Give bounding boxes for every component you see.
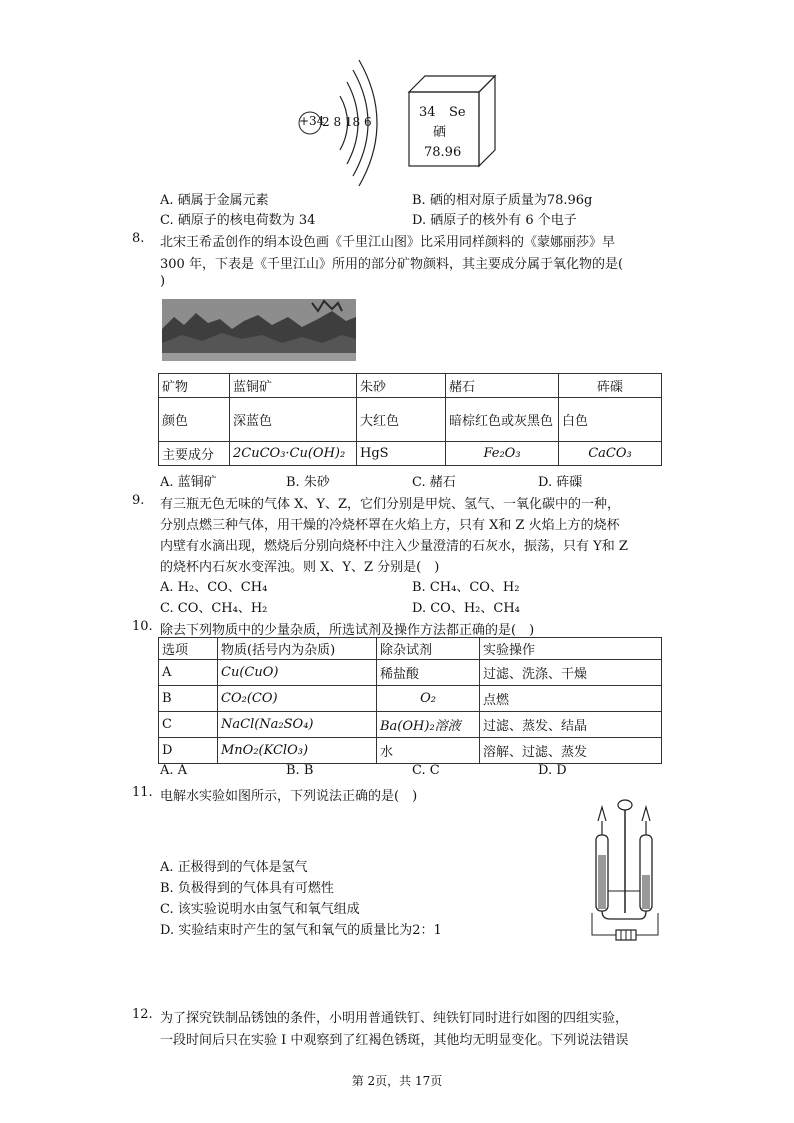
table-cell: 大红色	[357, 398, 446, 442]
table-cell: B	[159, 686, 218, 712]
q8-stem-line: 北宋王希孟创作的绢本设色画《千里江山图》比采用同样颜料的《蒙娜丽莎》早	[160, 235, 616, 250]
q10-stem: 除去下列物质中的少量杂质，所选试剂及操作方法都正确的是( )	[160, 623, 535, 638]
table-cell: HgS	[357, 442, 446, 466]
q7-option-c: C. 硒原子的核电荷数为 34	[160, 213, 316, 228]
q11-option-c: C. 该实验说明水由氢气和氧气组成	[160, 902, 360, 917]
element-mass: 78.96	[424, 145, 462, 160]
table-cell: 点燃	[480, 686, 662, 712]
q10-option-b: B. B	[286, 763, 314, 778]
element-name: 硒	[433, 125, 447, 140]
q11-option-d: D. 实验结束时产生的氢气和氧气的质量比为2：1	[160, 923, 442, 938]
table-cell: 朱砂	[357, 374, 446, 398]
q11-option-b: B. 负极得到的气体具有可燃性	[160, 881, 334, 896]
q8-option-d: D. 砗磲	[538, 475, 583, 490]
table-cell: MnO₂(KClO₃)	[218, 738, 377, 764]
q9-option-a: A. H₂、CO、CH₄	[160, 580, 268, 595]
table-cell: 过滤、洗涤、干燥	[480, 660, 662, 686]
q9-stem-line: 分别点燃三种气体，用干燥的冷烧杯罩在火焰上方，只有 X和 Z 火焰上方的烧杯	[160, 518, 620, 533]
table-cell: 除杂试剂	[377, 638, 480, 660]
atom-nucleus-label: +34	[299, 114, 325, 128]
table-cell: 物质(括号内为杂质)	[218, 638, 377, 660]
table-cell: 主要成分	[159, 442, 230, 466]
q10-option-c: C. C	[412, 763, 440, 778]
atom-shell-counts: 2 8 18 6	[322, 115, 372, 129]
table-cell: 暗棕红色或灰黑色	[446, 398, 559, 442]
q11-number: 11.	[132, 785, 153, 800]
table-cell: 白色	[559, 398, 662, 442]
table-cell: 选项	[159, 638, 218, 660]
table-cell: 2CuCO₃·Cu(OH)₂	[230, 442, 357, 466]
table-cell: 实验操作	[480, 638, 662, 660]
q12-stem-line: 一段时间后只在实验 I 中观察到了红褐色锈斑，其他均无明显变化。下列说法错误	[160, 1033, 629, 1048]
q9-option-d: D. CO、H₂、CH₄	[412, 601, 520, 616]
table-cell: 蓝铜矿	[230, 374, 357, 398]
table-cell: C	[159, 712, 218, 738]
q8-option-c: C. 赭石	[412, 475, 456, 490]
q11-option-a: A. 正极得到的气体是氢气	[160, 860, 308, 875]
q9-number: 9.	[132, 493, 145, 508]
table-cell: A	[159, 660, 218, 686]
q8-option-b: B. 朱砂	[286, 475, 330, 490]
table-cell: 溶解、过滤、蒸发	[480, 738, 662, 764]
page-footer: 第 2页，共 17页	[351, 1074, 443, 1088]
table-cell: 赭石	[446, 374, 559, 398]
q7-option-b: B. 硒的相对原子质量为78.96g	[412, 193, 593, 208]
q8-stem-line: )	[160, 274, 166, 289]
table-cell: Ba(OH)₂溶液	[377, 712, 480, 738]
q12-number: 12.	[132, 1007, 153, 1022]
table-cell: 砗磲	[559, 374, 662, 398]
table-cell: 深蓝色	[230, 398, 357, 442]
q9-stem-line: 内壁有水滴出现，燃烧后分别向烧杯中注入少量澄清的石灰水，振荡，只有 Y和 Z	[160, 539, 628, 554]
table-cell: O₂	[377, 686, 480, 712]
table-cell: Cu(CuO)	[218, 660, 377, 686]
q9-stem-line: 的烧杯内石灰水变浑浊。则 X、Y、Z 分别是( )	[160, 560, 440, 575]
table-cell: NaCl(Na₂SO₄)	[218, 712, 377, 738]
table-cell: CO₂(CO)	[218, 686, 377, 712]
landscape-painting-image	[162, 299, 356, 361]
table-cell: 过滤、蒸发、结晶	[480, 712, 662, 738]
element-atomic-number: 34	[419, 105, 436, 120]
element-symbol: Se	[449, 105, 466, 120]
q10-number: 10.	[132, 619, 153, 634]
q10-option-a: A. A	[160, 763, 188, 778]
q7-option-a: A. 硒属于金属元素	[160, 193, 269, 208]
q8-mineral-table	[158, 373, 662, 466]
electrolysis-apparatus-diagram	[588, 795, 663, 947]
q11-stem: 电解水实验如图所示，下列说法正确的是( )	[160, 789, 418, 804]
q8-number: 8.	[132, 231, 145, 246]
q9-stem-line: 有三瓶无色无味的气体 X、Y、Z，它们分别是甲烷、氢气、一氧化碳中的一种，	[160, 497, 621, 512]
table-cell: 水	[377, 738, 480, 764]
table-cell: 颜色	[159, 398, 230, 442]
table-cell: 稀盐酸	[377, 660, 480, 686]
q10-option-d: D. D	[538, 763, 567, 778]
table-cell: CaCO₃	[559, 442, 662, 466]
q7-option-d: D. 硒原子的核外有 6 个电子	[412, 213, 577, 228]
q10-impurity-table	[158, 637, 662, 764]
q8-stem-line: 300 年，下表是《千里江山》所用的部分矿物颜料，其主要成分属于氧化物的是(	[160, 257, 624, 272]
q9-option-b: B. CH₄、CO、H₂	[412, 580, 520, 595]
q12-stem-line: 为了探究铁制品锈蚀的条件，小明用普通铁钉、纯铁钉同时进行如图的四组实验，	[160, 1011, 629, 1026]
q8-option-a: A. 蓝铜矿	[160, 475, 217, 490]
table-cell: Fe₂O₃	[446, 442, 559, 466]
table-cell: 矿物	[159, 374, 230, 398]
table-cell: D	[159, 738, 218, 764]
q9-option-c: C. CO、CH₄、H₂	[160, 601, 268, 616]
